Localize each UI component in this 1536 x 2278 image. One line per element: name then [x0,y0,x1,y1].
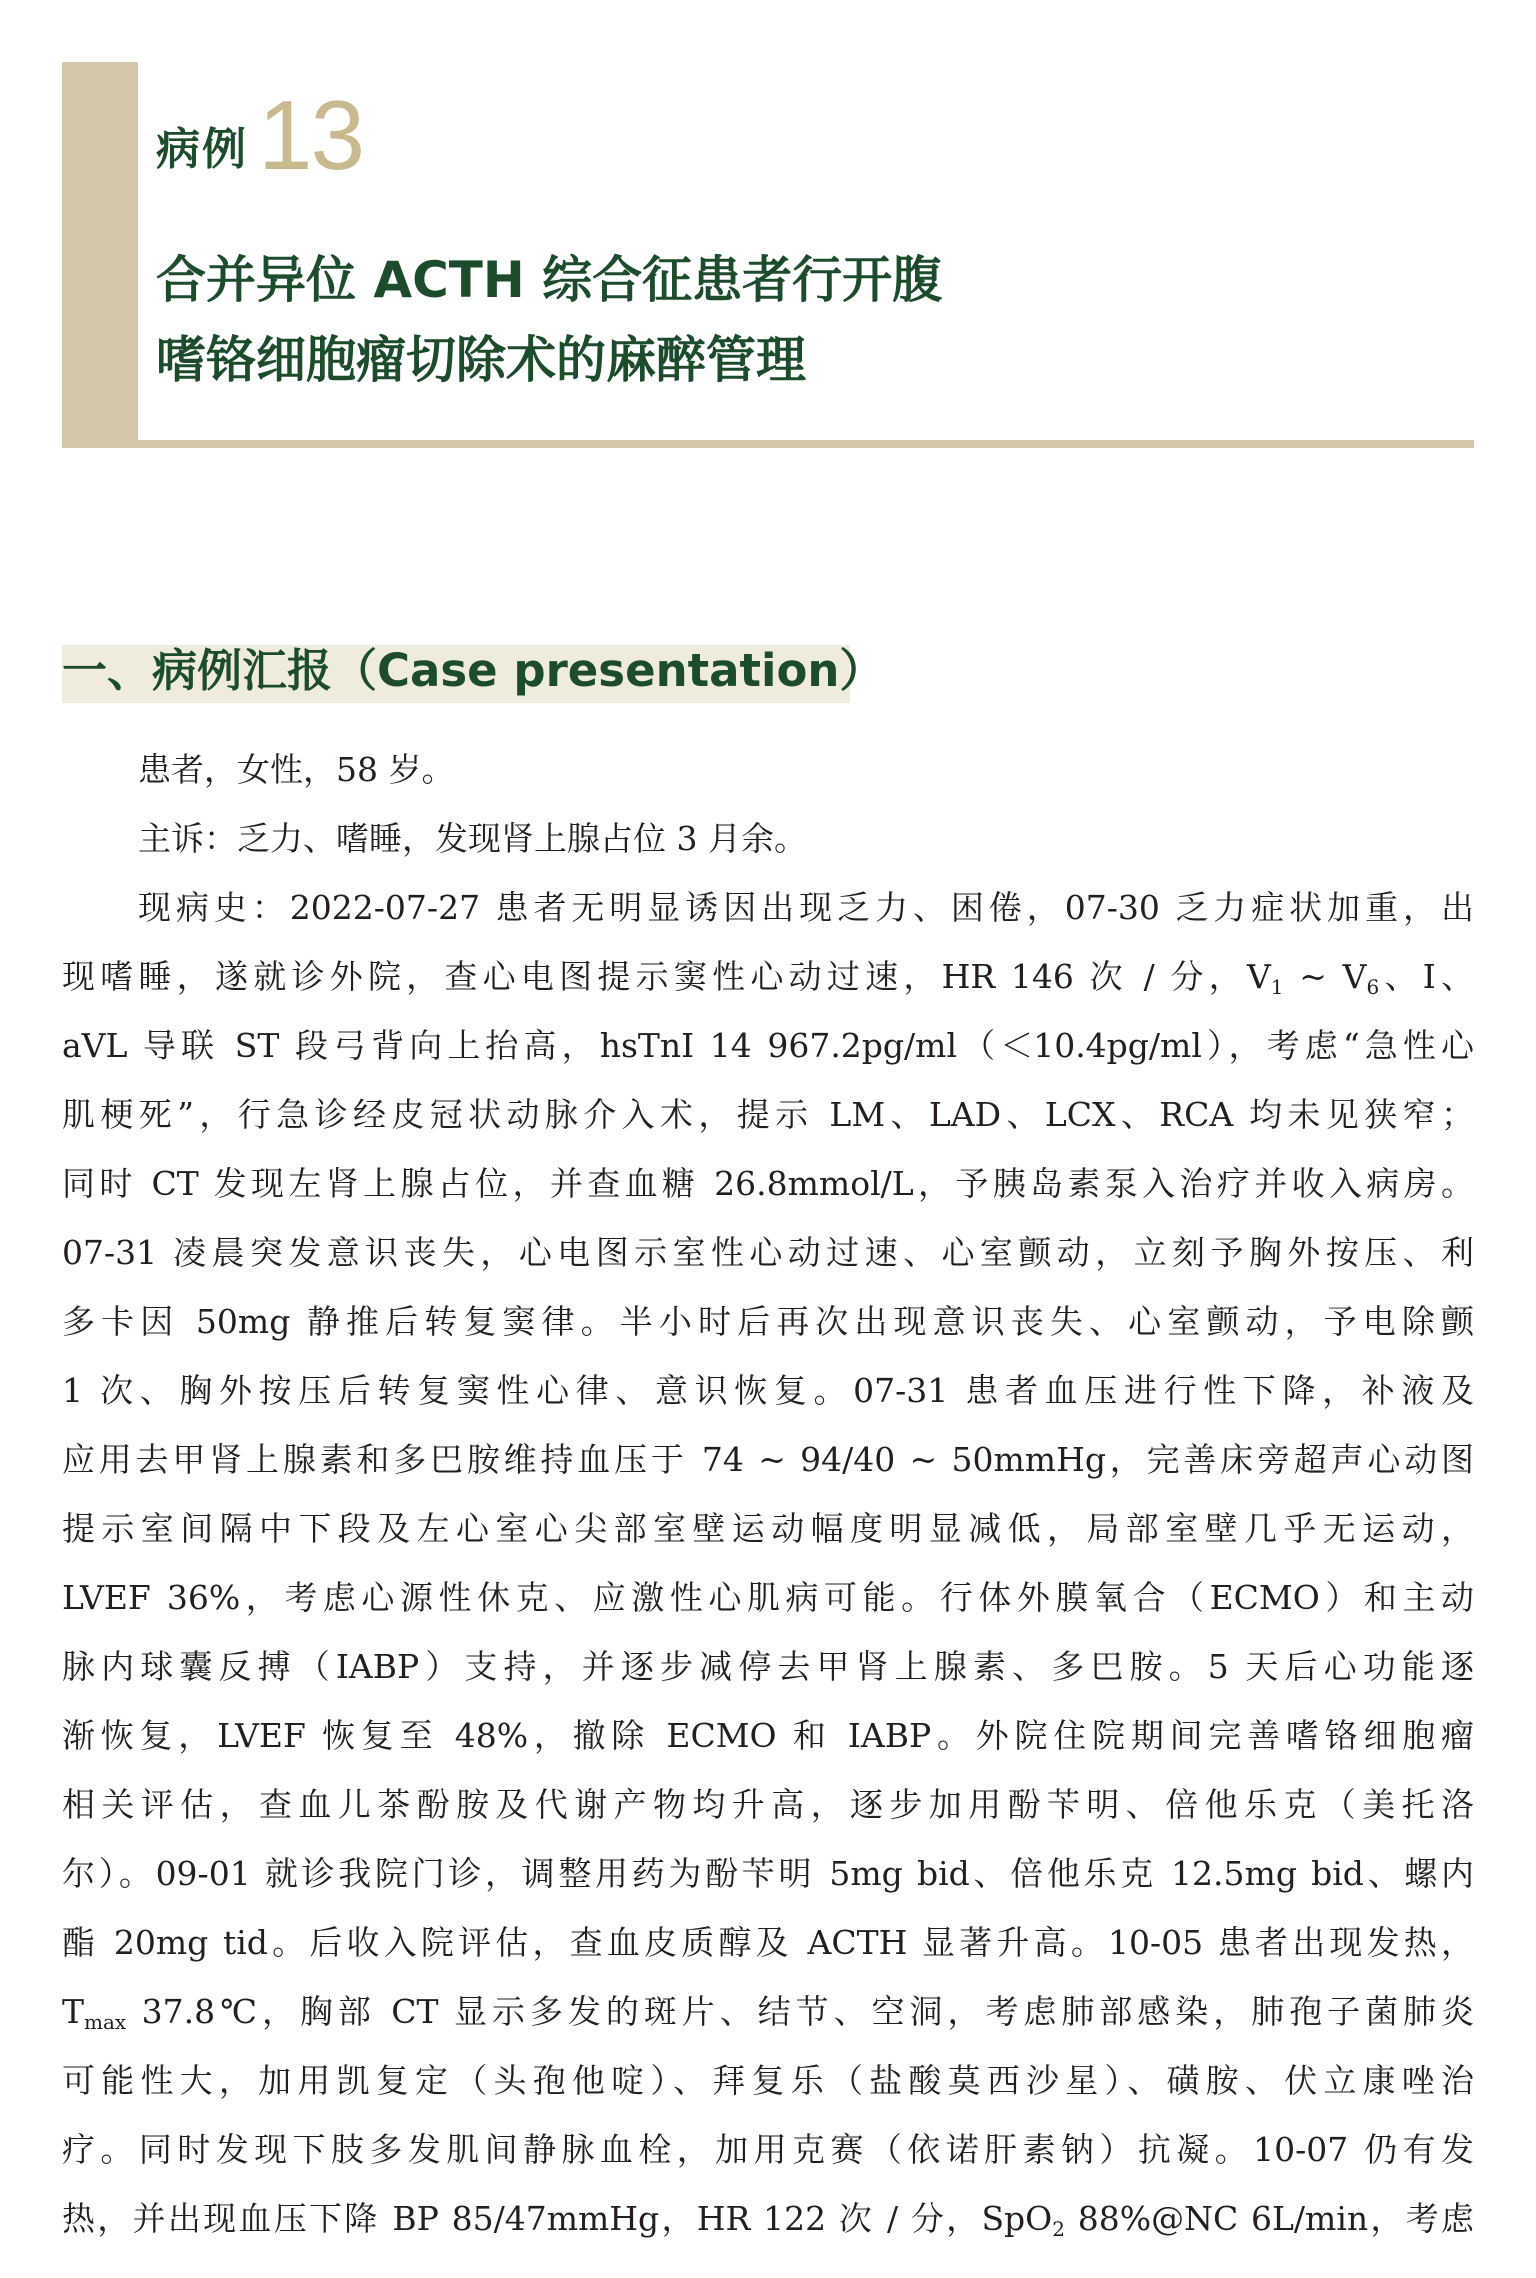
paragraph-line: 多卡因 50mg 静推后转复窦律。半小时后再次出现意识丧失、心室颤动，予电除颤 [62,1302,1474,1341]
paragraph-line: 肌梗死”，行急诊经皮冠状动脉介入术，提示 LM、LAD、LCX、RCA 均未见狭窄； [62,1095,1474,1134]
paragraph-line: 可能性大，加用凯复定（头孢他啶）、拜复乐（盐酸莫西沙星）、磺胺、伏立康唑治 [62,2061,1474,2100]
paragraph-line: 渐恢复，LVEF 恢复至 48%，撤除 ECMO 和 IABP。外院住院期间完善嗜铬细胞瘤 [62,1716,1474,1755]
paragraph-line: 07-31 凌晨突发意识丧失，心电图示室性心动过速、心室颤动，立刻予胸外按压、利 [62,1233,1474,1272]
chapter-title-line: 嗜铬细胞瘤切除术的麻醉管理 [156,331,806,389]
paragraph-line: 相关评估，查血儿茶酚胺及代谢产物均升高，逐步加用酚苄明、倍他乐克（美托洛 [62,1785,1474,1824]
paragraph-line: 提示室间隔中下段及左心室心尖部室壁运动幅度明显减低，局部室壁几乎无运动， [62,1509,1474,1548]
header-accent-bar [62,62,138,448]
paragraph-line: 酯 20mg tid。后收入院评估，查血皮质醇及 ACTH 显著升高。10-05 患者出现发热， [62,1923,1474,1962]
section-title: 一、病例汇报（Case presentation） [62,644,885,697]
paragraph-line: 尔）。09-01 就诊我院门诊，调整用药为酚苄明 5mg bid、倍他乐克 12.5mg bid、螺内 [62,1854,1474,1893]
paragraph-line: 应用去甲肾上腺素和多巴胺维持血压于 74 ~ 94/40 ~ 50mmHg，完善床旁超声心动图 [62,1440,1474,1479]
chapter-title [156,240,1356,400]
paragraph-line: 同时 CT 发现左肾上腺占位，并查血糖 26.8mmol/L，予胰岛素泵入治疗并收入病房。 [62,1164,1474,1203]
header-divider [62,440,1474,448]
body-text [62,735,1474,2253]
case-word: 病例 [156,124,248,175]
case-number: 13 [258,80,364,190]
paragraph-line: 脉内球囊反搏（IABP）支持，并逐步减停去甲肾上腺素、多巴胺。5 天后心功能逐 [62,1647,1474,1686]
paragraph-line: 患者，女性，58 岁。 [138,750,455,789]
paragraph-line: 现嗜睡，遂就诊外院，查心电图提示窦性心动过速，HR 146 次 / 分，$V_1$ ~ $V_6$、I、 [62,957,1474,999]
paragraph-line: aVL 导联 ST 段弓背向上抬高，hsTnI 14 967.2pg/ml（＜10.4pg/ml），考虑“急性心 [62,1026,1474,1065]
paragraph-line: 1 次、胸外按压后转复窦性心律、意识恢复。07-31 患者血压进行性下降，补液及 [62,1371,1474,1410]
paragraph-line: 现病史：2022-07-27 患者无明显诱因出现乏力、困倦，07-30 乏力症状加重，出 [138,888,1474,927]
paragraph-line: $T_{max}$ 37.8℃，胸部 CT 显示多发的斑片、结节、空洞，考虑肺部感染，肺孢子菌肺炎 [62,1992,1474,2034]
chapter-title-line: 合并异位 ACTH 综合征患者行开腹 [156,251,943,309]
case-label [156,80,364,190]
paragraph-line: 疗。同时发现下肢多发肌间静脉血栓，加用克赛（依诺肝素钠）抗凝。10-07 仍有发 [62,2130,1474,2169]
paragraph-line: LVEF 36%，考虑心源性休克、应激性心肌病可能。行体外膜氧合（ECMO）和主动 [62,1578,1474,1617]
paragraph-line: 热，并出现血压下降 BP 85/47mmHg，HR 122 次 / 分，SpO$_2$ 88%@NC 6L/min，考虑 [62,2199,1474,2241]
paragraph-line: 主诉：乏力、嗜睡，发现肾上腺占位 3 月余。 [138,819,807,858]
